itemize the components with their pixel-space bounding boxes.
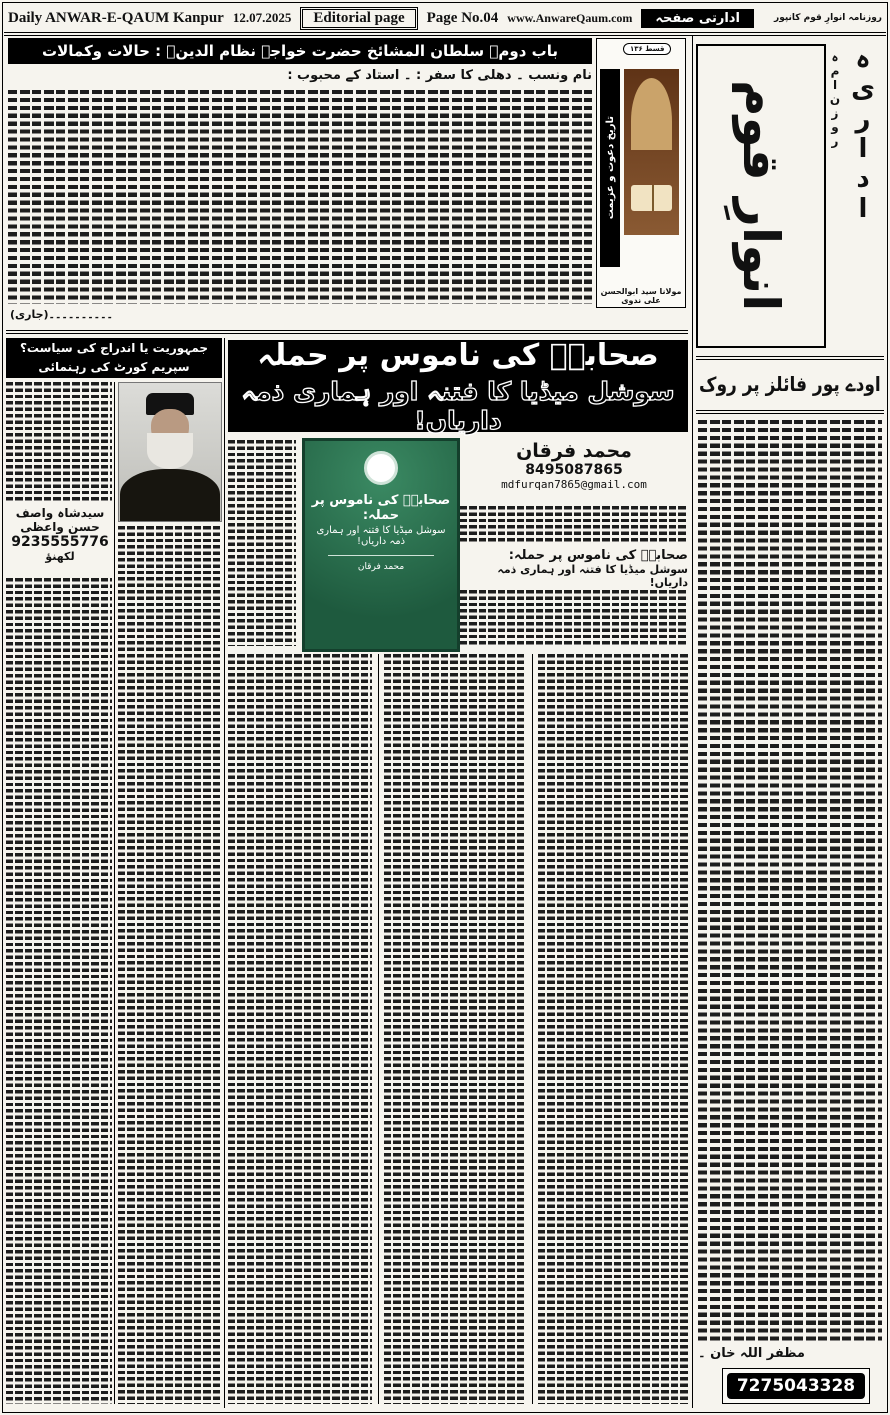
masthead-small: روزنامہ انوارِ قوم کانپور bbox=[774, 13, 882, 23]
quran-open-book-art bbox=[631, 185, 672, 211]
section-divider bbox=[6, 330, 688, 334]
book-cover-title1: صحابہؓ کی ناموس پر حملہ: bbox=[311, 493, 451, 523]
middle-article-inline-sub: سوشل میڈیا کا فتنہ اور ہماری ذمہ داریاں! bbox=[497, 563, 688, 589]
section-label-ur: ادارتی صفحہ bbox=[641, 9, 754, 28]
middle-col-rule-1 bbox=[378, 654, 379, 1404]
editorial-phone-box bbox=[722, 1368, 870, 1404]
middle-article-inline-head: صحابہؓ کی ناموس پر حملہ: bbox=[508, 548, 688, 563]
quran-arch-art bbox=[631, 78, 672, 150]
middle-article-phone: 8495087865 bbox=[525, 462, 623, 478]
header-rule bbox=[4, 32, 886, 36]
editorial-phone: 7275043328 bbox=[727, 1373, 865, 1399]
left-article-author-block bbox=[4, 506, 116, 563]
left-article-col-rule bbox=[114, 382, 115, 1404]
issue-date: 12.07.2025 bbox=[232, 10, 292, 25]
left-article-body-c bbox=[118, 526, 222, 1404]
middle-article-author-block bbox=[460, 440, 688, 491]
series-banner bbox=[600, 69, 620, 267]
paper-name: Daily ANWAR-E-QAUM Kanpur bbox=[8, 9, 224, 26]
left-article-phone: 9235555776 bbox=[11, 534, 109, 550]
middle-article-body-left-sliver bbox=[228, 440, 296, 646]
quran-image bbox=[624, 69, 679, 235]
page-number: Page No.04 bbox=[426, 9, 499, 26]
left-article-body-a bbox=[6, 382, 112, 502]
middle-col-rule-2 bbox=[532, 654, 533, 1404]
masthead-daily-vertical: روزنامہ bbox=[828, 50, 842, 148]
series-box bbox=[596, 38, 686, 308]
masthead-title: انوارِ قوم bbox=[732, 80, 790, 312]
author-photo bbox=[118, 382, 222, 522]
left-article-city: لکھنؤ bbox=[45, 550, 75, 563]
series-author: مولانا سید ابوالحسن علی ندوی bbox=[600, 287, 682, 305]
page-header bbox=[8, 5, 882, 31]
middle-article-author-note bbox=[460, 506, 688, 544]
top-article-headline: باب دوم۔ سلطان المشائخ حضرت خواجہ نظام الدینؒ : حالات وکمالات bbox=[8, 38, 592, 64]
photo-robe-art bbox=[120, 469, 220, 522]
book-spine-art bbox=[652, 185, 654, 211]
middle-article-headline2: سوشل میڈیا کا فتنہ اور ہماری ذمہ داریاں! bbox=[241, 376, 675, 435]
masthead-rule-top bbox=[696, 356, 884, 360]
book-cover-logo bbox=[364, 451, 398, 485]
middle-article-body-intro bbox=[460, 590, 688, 646]
editorial-headline: اودے پور فائلز پر روک bbox=[699, 372, 881, 396]
editorial-author: مظفر اللہ خان ۔ bbox=[698, 1346, 805, 1361]
middle-article-author: محمد فرقان bbox=[516, 440, 632, 462]
section-label-en: Editorial page bbox=[300, 7, 417, 30]
middle-article-col2 bbox=[384, 654, 526, 1404]
left-article-headline1: جمہوریت یا اندراج کی سیاست؟ bbox=[19, 341, 209, 355]
left-article-headline-bar bbox=[6, 338, 222, 378]
masthead-block bbox=[696, 38, 884, 352]
middle-article-headline1: صحابہؓ کی ناموس پر حملہ bbox=[257, 337, 659, 373]
middle-article-col3 bbox=[538, 654, 688, 1404]
top-article-continued: ۔۔۔۔۔۔۔۔۔۔(جاری) bbox=[10, 308, 113, 321]
series-banner-text: تاریخ دعوت و عزیمت bbox=[604, 116, 616, 220]
middle-article-email: mdfurqan7865@gmail.com bbox=[501, 478, 647, 491]
middle-article-banner bbox=[228, 337, 688, 435]
photo-beard-art bbox=[147, 433, 193, 469]
book-cover-rule bbox=[328, 555, 434, 556]
col-rule-right bbox=[692, 36, 693, 1408]
editorial-body-text bbox=[698, 420, 882, 1342]
col-rule-left bbox=[224, 338, 225, 1408]
left-article-body-b bbox=[6, 578, 112, 1404]
website-url: www.AnwareQaum.com bbox=[507, 10, 633, 25]
masthead-editorial-vertical: اداریہ bbox=[848, 44, 878, 224]
book-cover-author: محمد فرقان bbox=[357, 562, 405, 572]
masthead-title-box bbox=[696, 44, 826, 348]
series-episode-badge: قسط ۱۳۶ bbox=[623, 43, 671, 55]
top-article-subhead: نام ونسب ۔ دھلی کا سفر : ۔ استاد کے محبوب : bbox=[287, 68, 592, 83]
middle-article-col1 bbox=[228, 654, 372, 1404]
masthead-rule-bottom bbox=[696, 410, 884, 414]
left-article-headline2: سپریم کورٹ کی رہنمائی bbox=[38, 360, 190, 374]
middle-article-inline-head-block bbox=[460, 548, 688, 589]
book-cover-title2: سوشل میڈیا کا فتنہ اور ہماری ذمہ داریاں! bbox=[316, 525, 446, 547]
top-article-body bbox=[8, 90, 592, 304]
editorial-headline-wrap bbox=[694, 362, 886, 406]
left-article-author: سیدشاہ واصف حسن واعظی bbox=[15, 506, 105, 534]
book-cover-image bbox=[302, 438, 460, 652]
